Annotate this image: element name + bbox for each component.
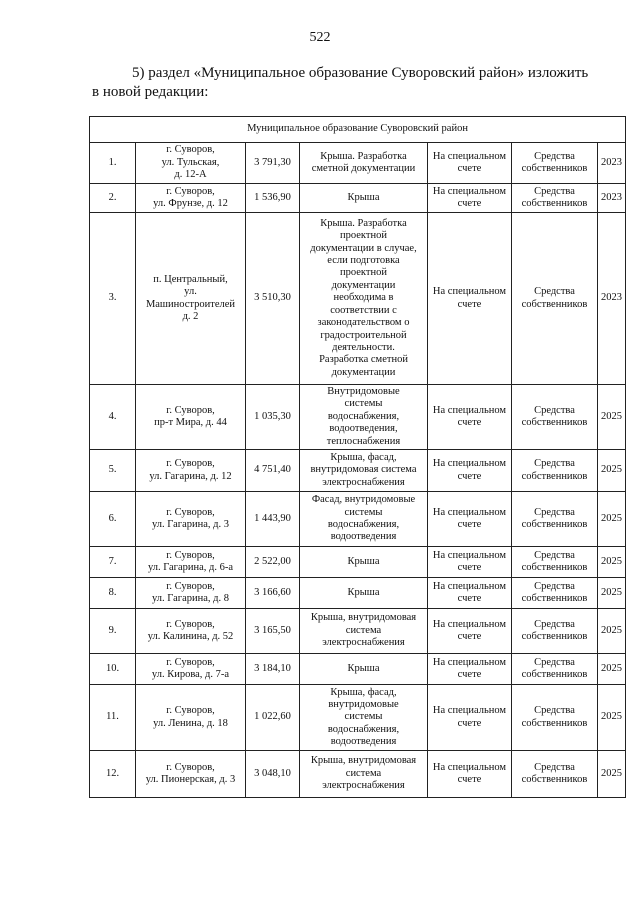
account-cell-line: счете <box>457 717 482 729</box>
funding-source-cell <box>512 385 598 450</box>
table-row <box>90 685 626 751</box>
table-row <box>90 547 626 578</box>
work-type-cell-line: Крыша, фасад, <box>330 686 397 698</box>
work-type-cell <box>300 492 428 547</box>
account-cell-line: На специальном <box>432 549 507 561</box>
heading-line-1: 5) раздел «Муниципальное образование Суворовский район» изложить <box>132 65 589 81</box>
address-cell <box>136 213 246 385</box>
funding-source-cell-line: Средства <box>534 458 575 470</box>
address-cell <box>136 184 246 213</box>
address-cell <box>136 492 246 547</box>
work-type-cell-line: законодательством о <box>317 317 410 329</box>
table-row <box>90 143 626 184</box>
address-cell <box>136 609 246 654</box>
account-cell-line: счете <box>457 298 482 310</box>
work-type-cell <box>300 609 428 654</box>
funding-source-cell-line: собственников <box>521 631 588 643</box>
table-row <box>90 184 626 213</box>
account-cell <box>428 654 512 685</box>
address-cell <box>136 654 246 685</box>
address-cell <box>136 385 246 450</box>
heading-line-2: в новой редакции: <box>92 84 209 100</box>
work-type-cell-line: водоотведения, <box>329 423 398 435</box>
funding-source-cell <box>512 492 598 547</box>
address-cell-line: д. 2 <box>182 310 199 322</box>
area-cell: 3 048,10 <box>246 751 300 798</box>
work-type-cell-line: теплоснабжения <box>326 435 401 447</box>
address-cell <box>136 143 246 184</box>
area-cell: 2 522,00 <box>246 547 300 578</box>
work-type-cell-line: водоснабжения, <box>327 723 400 735</box>
funding-source-cell-line: собственников <box>521 163 588 174</box>
account-cell-line: счете <box>457 163 482 174</box>
work-type-cell <box>300 385 428 450</box>
account-cell <box>428 385 512 450</box>
account-cell-line: счете <box>457 631 482 643</box>
funding-source-cell <box>512 751 598 798</box>
row-number: 1. <box>90 143 136 184</box>
address-cell-line: ул. Гагарина, д. 8 <box>152 593 229 605</box>
funding-source-cell-line: Средства <box>534 150 575 162</box>
year-cell: 2023 <box>598 213 626 385</box>
account-cell-line: На специальном <box>432 618 507 630</box>
address-cell-line: ул. Калинина, д. 52 <box>147 631 234 643</box>
account-cell-line: На специальном <box>432 705 507 717</box>
work-type-cell-line: системы <box>344 711 383 723</box>
row-number: 6. <box>90 492 136 547</box>
account-cell-line: счете <box>457 519 482 531</box>
year-cell: 2023 <box>598 143 626 184</box>
area-cell: 1 022,60 <box>246 685 300 751</box>
account-cell <box>428 450 512 492</box>
row-number: 4. <box>90 385 136 450</box>
account-cell-line: счете <box>457 198 482 209</box>
table-row <box>90 385 626 450</box>
account-cell-line: На специальном <box>432 506 507 518</box>
work-type-cell-line: Фасад, внутридомовые <box>311 494 416 506</box>
work-type-cell-line: Крыша. Разработка <box>320 150 407 162</box>
table-row <box>90 609 626 654</box>
work-type-cell-line: сметной документации <box>311 163 416 174</box>
account-cell-line: счете <box>457 669 482 681</box>
work-type-cell-line: Крыша <box>347 555 380 567</box>
funding-source-cell-line: Средства <box>534 618 575 630</box>
funding-source-cell-line: Средства <box>534 705 575 717</box>
year-cell: 2025 <box>598 492 626 547</box>
work-type-cell-line: внутридомовые <box>328 698 399 710</box>
address-cell-line: ул. Пионерская, д. 3 <box>145 774 236 786</box>
work-type-cell <box>300 143 428 184</box>
work-type-cell-line: Крыша, внутридомовая <box>310 755 417 767</box>
year-cell: 2025 <box>598 450 626 492</box>
work-type-cell-line: Разработка сметной <box>319 354 408 366</box>
work-type-cell-line: система <box>345 767 382 779</box>
account-cell <box>428 547 512 578</box>
address-cell <box>136 578 246 609</box>
year-cell: 2025 <box>598 751 626 798</box>
address-cell <box>136 450 246 492</box>
work-type-cell-line: градостроительной <box>320 329 407 341</box>
work-type-cell-line: электроснабжения <box>322 637 405 649</box>
account-cell <box>428 213 512 385</box>
work-type-cell-line: электроснабжения <box>322 476 405 488</box>
year-cell: 2023 <box>598 184 626 213</box>
funding-source-cell-line: собственников <box>521 562 588 574</box>
work-type-cell-line: внутридомовая система <box>310 464 417 476</box>
area-cell: 1 536,90 <box>246 184 300 213</box>
work-type-cell <box>300 213 428 385</box>
address-cell-line: г. Суворов, <box>166 144 215 156</box>
address-cell-line: г. Суворов, <box>166 656 215 668</box>
funding-source-cell-line: Средства <box>534 506 575 518</box>
address-cell-line: г. Суворов, <box>166 185 215 197</box>
area-cell: 3 165,50 <box>246 609 300 654</box>
funding-source-cell <box>512 685 598 751</box>
year-cell: 2025 <box>598 609 626 654</box>
account-cell <box>428 751 512 798</box>
area-cell: 3 510,30 <box>246 213 300 385</box>
work-type-cell <box>300 450 428 492</box>
work-type-cell-line: проектной <box>340 230 387 242</box>
address-cell-line: г. Суворов, <box>166 618 215 630</box>
account-cell <box>428 685 512 751</box>
area-cell: 1 443,90 <box>246 492 300 547</box>
address-cell <box>136 685 246 751</box>
account-cell <box>428 492 512 547</box>
address-cell-line: ул. Гагарина, д. 3 <box>152 519 229 531</box>
year-cell: 2025 <box>598 578 626 609</box>
work-type-cell-line: водоснабжения, <box>327 519 400 531</box>
area-cell: 1 035,30 <box>246 385 300 450</box>
account-cell <box>428 143 512 184</box>
funding-source-cell-line: Средства <box>534 656 575 668</box>
work-type-cell-line: водоотведения <box>330 736 397 748</box>
funding-source-cell <box>512 609 598 654</box>
work-type-cell <box>300 578 428 609</box>
funding-source-cell-line: собственников <box>521 593 588 605</box>
address-cell-line: ул. Тульская, <box>161 156 220 168</box>
address-cell-line: г. Суворов, <box>166 404 215 416</box>
work-type-cell-line: Крыша, фасад, <box>330 451 397 463</box>
address-cell-line: ул. <box>184 286 197 298</box>
work-type-cell-line: Крыша. Разработка <box>320 217 407 229</box>
address-cell-line: г. Суворов, <box>166 761 215 773</box>
address-cell-line: Машиностроителей <box>145 298 236 310</box>
row-number: 3. <box>90 213 136 385</box>
account-cell-line: На специальном <box>432 286 507 298</box>
account-cell <box>428 609 512 654</box>
work-type-cell-line: Крыша <box>347 191 380 203</box>
address-cell-line: ул. Кирова, д. 7-а <box>151 669 230 681</box>
address-cell-line: ул. Гагарина, д. 6-а <box>147 562 234 574</box>
work-type-cell-line: системы <box>344 398 383 410</box>
account-cell-line: счете <box>457 417 482 429</box>
address-cell-line: г. Суворов, <box>166 506 215 518</box>
year-cell: 2025 <box>598 385 626 450</box>
table-row <box>90 751 626 798</box>
area-cell: 3 791,30 <box>246 143 300 184</box>
work-type-cell <box>300 654 428 685</box>
account-cell-line: На специальном <box>432 404 507 416</box>
buildings-table <box>89 116 626 798</box>
funding-source-cell <box>512 213 598 385</box>
row-number: 2. <box>90 184 136 213</box>
account-cell-line: На специальном <box>432 580 507 592</box>
work-type-cell-line: проектной <box>340 267 387 279</box>
address-cell-line: г. Суворов, <box>166 705 215 717</box>
row-number: 8. <box>90 578 136 609</box>
row-number: 9. <box>90 609 136 654</box>
account-cell-line: На специальном <box>432 185 507 197</box>
funding-source-cell-line: собственников <box>521 470 588 482</box>
work-type-cell-line: электроснабжения <box>322 780 405 792</box>
account-cell-line: счете <box>457 774 482 786</box>
work-type-cell <box>300 547 428 578</box>
funding-source-cell <box>512 450 598 492</box>
row-number: 5. <box>90 450 136 492</box>
address-cell <box>136 547 246 578</box>
area-cell: 3 166,60 <box>246 578 300 609</box>
account-cell-line: На специальном <box>432 761 507 773</box>
work-type-cell <box>300 184 428 213</box>
funding-source-cell-line: Средства <box>534 185 575 197</box>
work-type-cell <box>300 685 428 751</box>
address-cell-line: ул. Гагарина, д. 12 <box>149 470 232 482</box>
work-type-cell-line: документации в случае, <box>310 242 417 254</box>
funding-source-cell-line: собственников <box>521 198 588 209</box>
address-cell-line: г. Суворов, <box>166 580 215 592</box>
funding-source-cell-line: собственников <box>521 669 588 681</box>
row-number: 12. <box>90 751 136 798</box>
work-type-cell-line: Крыша <box>347 662 380 674</box>
work-type-cell <box>300 751 428 798</box>
account-cell <box>428 184 512 213</box>
funding-source-cell-line: собственников <box>521 417 588 429</box>
row-number: 11. <box>90 685 136 751</box>
work-type-cell-line: Крыша <box>347 586 380 598</box>
work-type-cell-line: документации <box>331 366 396 378</box>
table-row <box>90 213 626 385</box>
section-heading <box>92 64 612 102</box>
work-type-cell-line: соответствии с <box>330 304 397 316</box>
funding-source-cell-line: Средства <box>534 404 575 416</box>
table-row <box>90 578 626 609</box>
work-type-cell-line: система <box>345 624 382 636</box>
funding-source-cell-line: собственников <box>521 519 588 531</box>
address-cell-line: ул. Фрунзе, д. 12 <box>153 198 228 209</box>
work-type-cell-line: необходима в <box>333 292 394 304</box>
address-cell-line: г. Суворов, <box>166 549 215 561</box>
funding-source-cell <box>512 547 598 578</box>
work-type-cell-line: водоотведения <box>330 531 397 543</box>
table-row <box>90 450 626 492</box>
account-cell-line: счете <box>457 562 482 574</box>
account-cell-line: На специальном <box>432 150 507 162</box>
work-type-cell-line: если подготовка <box>327 255 400 267</box>
section-title-row <box>90 117 626 143</box>
table-row <box>90 492 626 547</box>
page-number: 522 <box>309 30 331 45</box>
table-row <box>90 654 626 685</box>
funding-source-cell-line: Средства <box>534 761 575 773</box>
work-type-cell-line: документации <box>331 279 396 291</box>
funding-source-cell-line: собственников <box>521 774 588 786</box>
funding-source-cell-line: Средства <box>534 286 575 298</box>
work-type-cell-line: системы <box>344 506 383 518</box>
funding-source-cell <box>512 654 598 685</box>
funding-source-cell <box>512 578 598 609</box>
funding-source-cell-line: Средства <box>534 580 575 592</box>
work-type-cell-line: водоснабжения, <box>327 410 400 422</box>
year-cell: 2025 <box>598 685 626 751</box>
address-cell-line: ул. Ленина, д. 18 <box>153 717 228 729</box>
work-type-cell-line: деятельности. <box>332 341 395 353</box>
row-number: 7. <box>90 547 136 578</box>
account-cell-line: счете <box>457 470 482 482</box>
account-cell <box>428 578 512 609</box>
section-title: Муниципальное образование Суворовский район <box>90 117 626 143</box>
area-cell: 3 184,10 <box>246 654 300 685</box>
row-number: 10. <box>90 654 136 685</box>
funding-source-cell <box>512 184 598 213</box>
year-cell: 2025 <box>598 654 626 685</box>
address-cell-line: пр-т Мира, д. 44 <box>154 417 227 429</box>
account-cell-line: На специальном <box>432 458 507 470</box>
account-cell-line: счете <box>457 593 482 605</box>
funding-source-cell <box>512 143 598 184</box>
funding-source-cell-line: собственников <box>521 298 588 310</box>
work-type-cell-line: Внутридомовые <box>327 386 400 397</box>
work-type-cell-line: Крыша, внутридомовая <box>310 612 417 624</box>
address-cell-line: п. Центральный, <box>153 273 228 285</box>
address-cell-line: г. Суворов, <box>166 458 215 470</box>
address-cell-line: д. 12-А <box>174 169 207 181</box>
area-cell: 4 751,40 <box>246 450 300 492</box>
year-cell: 2025 <box>598 547 626 578</box>
address-cell <box>136 751 246 798</box>
funding-source-cell-line: собственников <box>521 717 588 729</box>
account-cell-line: На специальном <box>432 656 507 668</box>
funding-source-cell-line: Средства <box>534 549 575 561</box>
